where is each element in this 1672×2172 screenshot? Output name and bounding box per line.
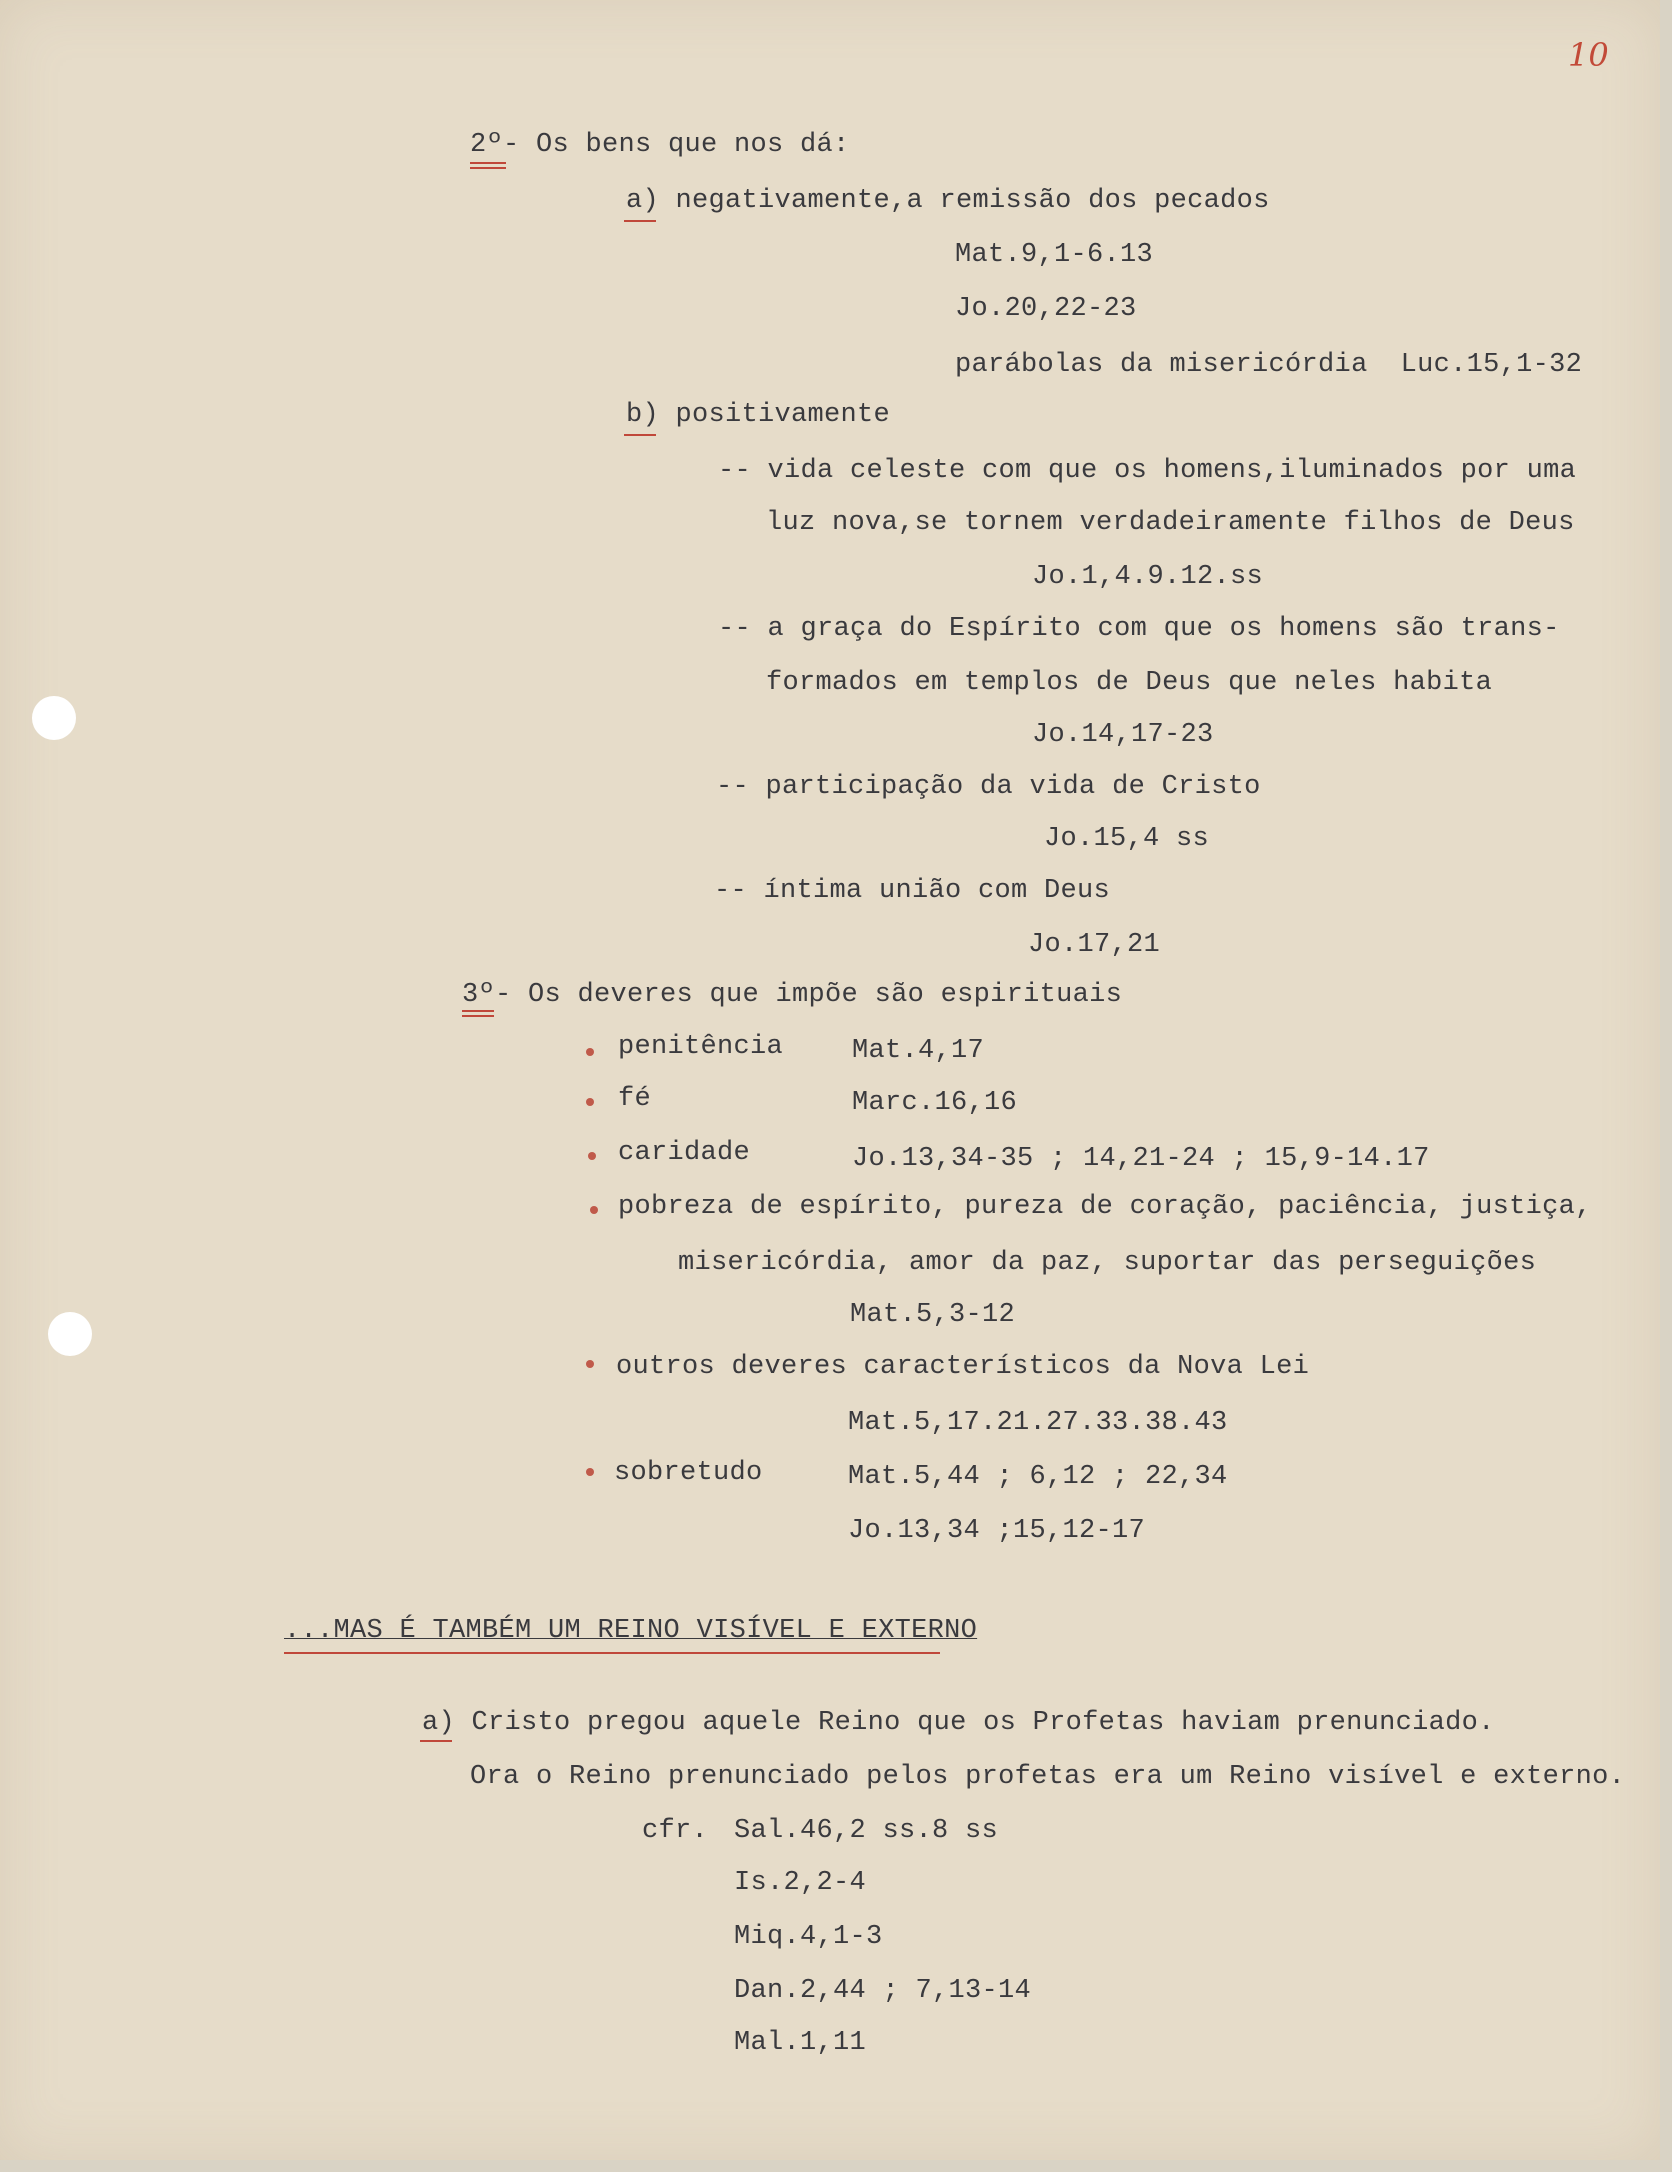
section-3-heading: 3º- Os deveres que impõe são espirituais [462,980,1123,1010]
bullet [586,1048,594,1056]
duty-label: pobreza de espírito, pureza de coração, paciência, justiça, [618,1192,1592,1222]
duty-label: outros deveres característicos da Nova Lei [616,1352,1310,1382]
reference: Jo.20,22-23 [955,294,1137,324]
item-a-negatively: a) negativamente,a remissão dos pecados [626,186,1270,216]
red-underline [470,162,506,164]
red-underline [462,1010,494,1012]
duty-label-continuation: misericórdia, amor da paz, suportar das perseguições [678,1248,1537,1278]
paragraph-line: Ora o Reino prenunciado pelos profetas era um Reino visível e externo. [470,1762,1626,1792]
reference-parables: parábolas da misericórdia Luc.15,1-32 [955,350,1583,380]
red-underline [624,220,656,222]
reference: Jo.13,34 ;15,12-17 [848,1516,1146,1546]
reference: Mat.9,1-6.13 [955,240,1154,270]
list-item: -- participação da vida de Cristo [716,772,1261,802]
item-b-positively: b) positivamente [626,400,891,430]
bullet [590,1206,598,1214]
punch-hole-bottom [48,1312,92,1356]
reference: Jo.1,4.9.12.ss [1032,562,1264,592]
reference: Dan.2,44 ; 7,13-14 [734,1976,1032,2006]
section-2-heading: 2º- Os bens que nos dá: [470,130,850,160]
reference: Sal.46,2 ss.8 ss [734,1816,999,1846]
list-item: -- a graça do Espírito com que os homens são trans- [718,614,1560,644]
reference: Mal.1,11 [734,2028,867,2058]
bullet [586,1468,594,1476]
duty-label: penitência [618,1032,784,1062]
page-number: 10 [1568,36,1609,74]
duty-label: sobretudo [614,1458,763,1488]
list-item-continuation: formados em templos de Deus que neles habita [766,668,1493,698]
red-underline [420,1740,452,1742]
punch-hole-top [32,696,76,740]
reference: Mat.5,3-12 [850,1300,1016,1330]
red-underline [470,167,506,169]
list-item: -- íntima união com Deus [714,876,1111,906]
red-underline [284,1652,940,1654]
bullet [586,1098,594,1106]
item-a-paragraph: a) Cristo pregou aquele Reino que os Profetas haviam prenunciado. [422,1708,1495,1738]
kingdom-heading: ...MAS É TAMBÉM UM REINO VISÍVEL E EXTERNO [284,1616,978,1646]
reference: Jo.13,34-35 ; 14,21-24 ; 15,9-14.17 [852,1144,1430,1174]
reference: Jo.15,4 ss [1044,824,1210,854]
list-item-continuation: luz nova,se tornem verdadeiramente filhos de Deus [766,508,1575,538]
red-underline [462,1015,494,1017]
reference: Mat.5,44 ; 6,12 ; 22,34 [848,1462,1228,1492]
cfr-label: cfr. [642,1816,709,1846]
bullet [588,1152,596,1160]
red-underline [624,434,656,436]
reference: Jo.17,21 [1028,930,1161,960]
reference: Jo.14,17-23 [1032,720,1214,750]
list-item: -- vida celeste com que os homens,iluminados por uma [718,456,1577,486]
reference: Mat.5,17.21.27.33.38.43 [848,1408,1228,1438]
duty-label: caridade [618,1138,751,1168]
reference: Miq.4,1-3 [734,1922,883,1952]
bullet [586,1360,594,1368]
reference: Is.2,2-4 [734,1868,867,1898]
reference: Mat.4,17 [852,1036,985,1066]
reference: Marc.16,16 [852,1088,1018,1118]
duty-label: fé [618,1084,652,1114]
